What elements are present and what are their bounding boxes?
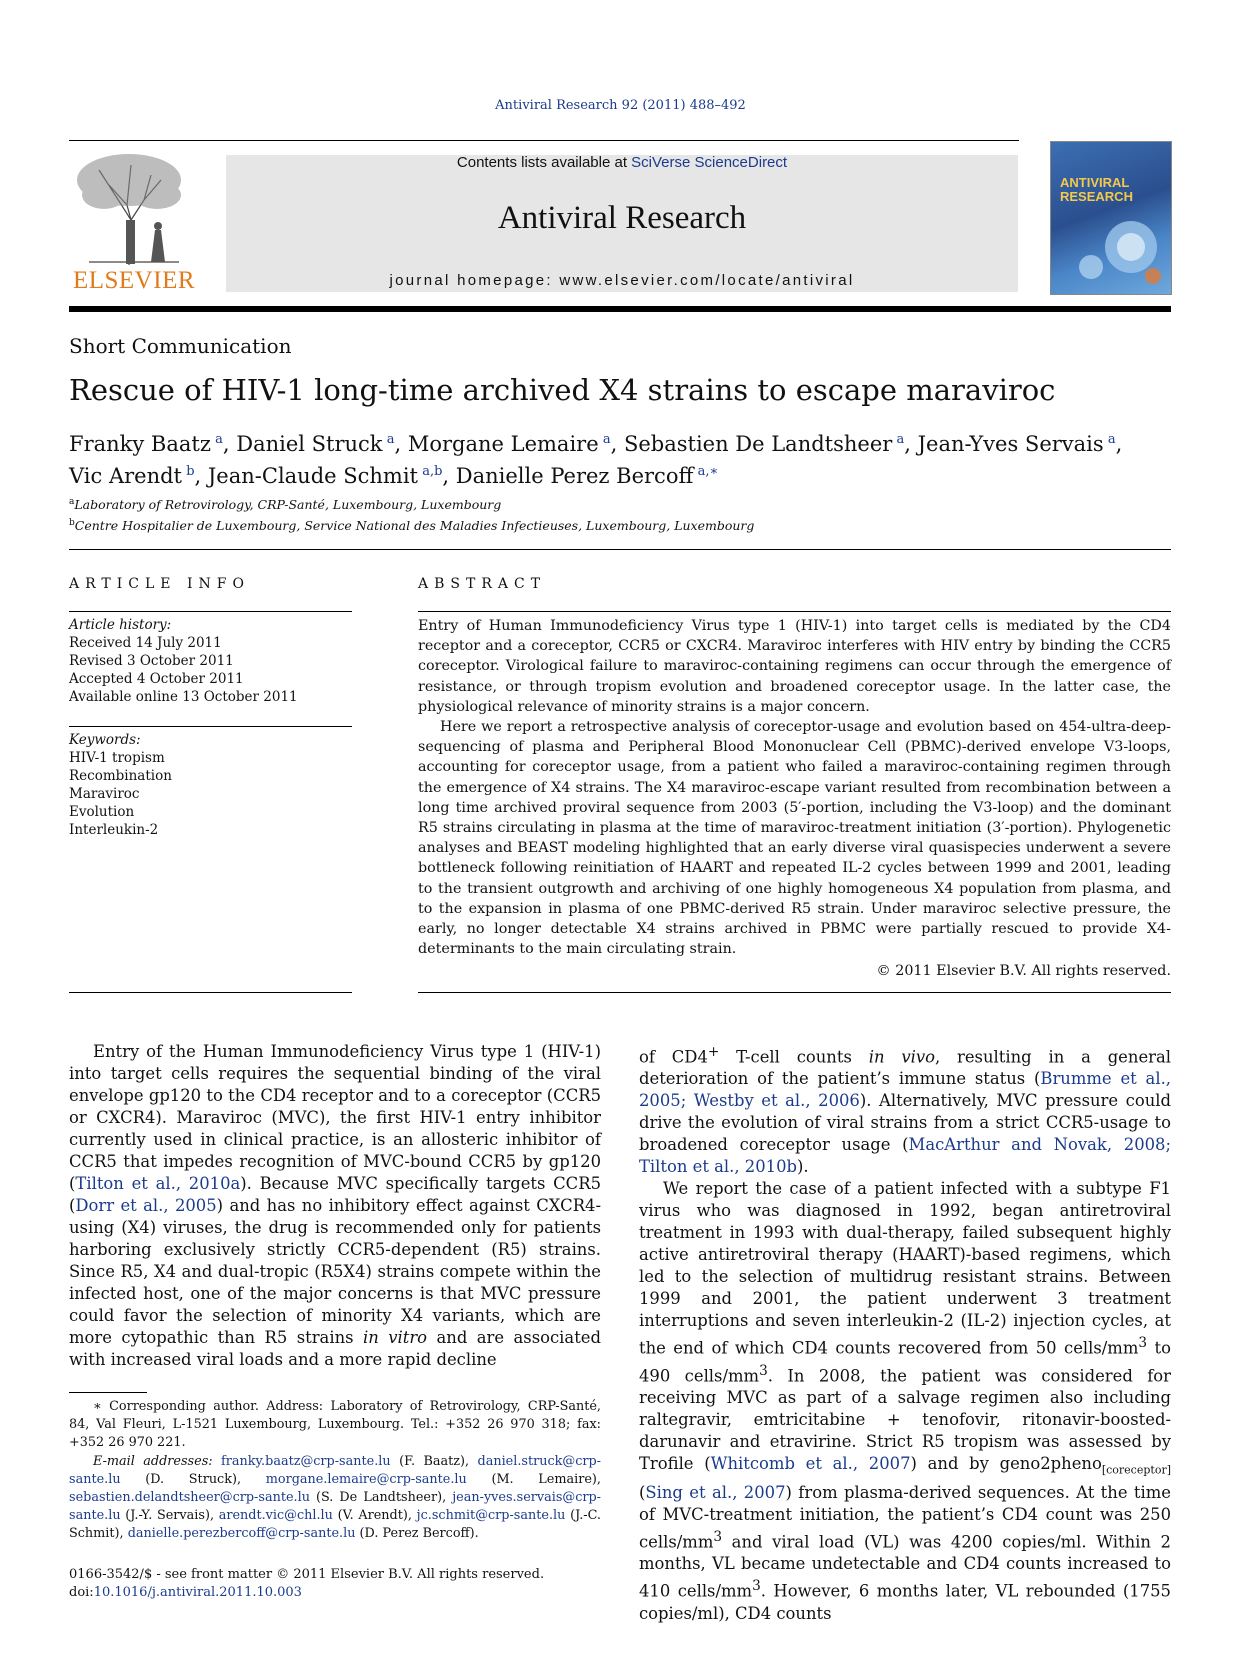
- author-affiliation-mark[interactable]: a: [386, 432, 395, 447]
- contents-prefix: Contents lists available at: [456, 154, 632, 171]
- tree-icon: [69, 150, 199, 268]
- journal-name: Antiviral Research: [497, 200, 747, 236]
- article-info-heading: ARTICLE INFO: [69, 576, 250, 592]
- doi-line: [69, 1584, 544, 1602]
- author-name[interactable]: Danielle Perez Bercoff: [455, 464, 694, 488]
- doi-label: doi:: [69, 1585, 94, 1600]
- body-column-left: [69, 1041, 601, 1371]
- body-text: (: [639, 1482, 646, 1502]
- journal-cover-image[interactable]: [1050, 141, 1172, 295]
- history-item: Accepted 4 October 2011: [69, 671, 244, 687]
- email-owner: (D. Struck): [145, 1471, 237, 1487]
- body-text: , resulting in a general deterioration of the patient’s immune status (: [639, 1047, 1171, 1089]
- body-text: ) and has no inhibitory effect against CXCR4-using (X4) viruses, the drug is recommended only for patients harboring exclusively strictly CCR5-dependent (R5) strains. Since R5, X4 and dual-tropic (R5X4) strains compete within the infected host, one of the major concerns is that MVC pressure could favor the selection of minority X4 variants, which are more cytopathic than R5 strains: [69, 1196, 601, 1347]
- email-owner: (V. Arendt): [337, 1508, 408, 1524]
- superscript: +: [707, 1044, 720, 1060]
- section-rule: [69, 549, 1171, 550]
- author-name[interactable]: Vic Arendt: [69, 464, 182, 488]
- history-item: Available online 13 October 2011: [69, 689, 298, 705]
- body-text-italic: in vivo: [868, 1047, 935, 1067]
- body-text: . In 2008, the patient was considered for receiving MVC as part of a salvage regimen also including raltegravir, emtricitabine + tenofovir, ritonavir-boosted-darunavir and etravirine. Strict R5 tropism was assessed by Trofile (: [639, 1366, 1171, 1474]
- email-owner: (J.-Y. Servais): [125, 1508, 210, 1524]
- history-item: Received 14 July 2011: [69, 635, 222, 651]
- abstract-paragraph: Entry of Human Immunodeficiency Virus type 1 (HIV-1) into target cells is mediated by the CD4 receptor and a coreceptor, CCR5 or CXCR4. Maraviroc interferes with HIV entry by binding the CCR5 coreceptor. Virological failure to maraviroc-containing regimens can occur through the emergence of resistance, or through tropism evolution and broadened coreceptor usage. In the latter case, the physiological relevance of minority strains is a major concern.: [418, 618, 1171, 715]
- affiliation-b: [69, 514, 754, 535]
- author-affiliation-mark[interactable]: b: [186, 464, 195, 479]
- email-link[interactable]: jean-yves.servais@crp-sante.lu: [69, 1490, 601, 1524]
- footnotes: [69, 1398, 601, 1544]
- author-affiliation-mark[interactable]: a: [602, 432, 611, 447]
- body-text: . However, 6 months later, VL rebounded (1755 copies/ml), CD4 counts: [639, 1581, 1171, 1623]
- email-label: E-mail addresses:: [93, 1453, 213, 1469]
- email-link[interactable]: daniel.struck@crp-sante.lu: [69, 1453, 602, 1487]
- article-type: Short Communication: [69, 334, 292, 358]
- abstract-end-rule: [418, 992, 1171, 993]
- keyword: HIV-1 tropism: [69, 750, 165, 766]
- body-text: ). Because MVC specifically targets CCR5 (: [69, 1174, 601, 1215]
- affiliation-text: Laboratory of Retrovirology, CRP-Santé, Luxembourg, Luxembourg: [74, 497, 502, 513]
- author-name[interactable]: Daniel Struck: [236, 432, 383, 456]
- journal-citation[interactable]: Antiviral Research 92 (2011) 488–492: [495, 98, 746, 113]
- email-owner: (S. De Landtsheer): [316, 1490, 443, 1506]
- body-text: ).: [796, 1157, 809, 1177]
- affiliation-key: b: [69, 518, 75, 529]
- author-affiliation-mark[interactable]: a,b: [422, 464, 443, 479]
- body-text: to 490 cells/mm: [639, 1338, 1171, 1386]
- body-text: ) from plasma-derived sequences. At the time of MVC-treatment initiation, the patient’s CD4 count was 250 cells/mm: [639, 1482, 1171, 1552]
- keyword: Maraviroc: [69, 786, 140, 802]
- header-rule: [69, 140, 1019, 141]
- superscript: 3: [752, 1578, 761, 1595]
- author-name[interactable]: Morgane Lemaire: [407, 432, 599, 456]
- author-affiliation-mark[interactable]: a: [896, 432, 905, 447]
- affiliation-key: a: [69, 497, 75, 507]
- email-owner: (M. Lemaire): [491, 1471, 597, 1487]
- email-link[interactable]: arendt.vic@chl.lu: [218, 1508, 333, 1524]
- keywords-label: Keywords:: [69, 732, 141, 748]
- body-text: T-cell counts: [719, 1047, 869, 1067]
- email-owner: (F. Baatz): [399, 1453, 466, 1469]
- contents-line: [226, 154, 1018, 171]
- email-link[interactable]: morgane.lemaire@crp-sante.lu: [265, 1471, 467, 1487]
- body-text: and viral load (VL) was 4200 copies/ml. Within 2 months, VL became undetectable and CD4 counts increased to 410 cells/mm: [639, 1532, 1171, 1601]
- article-info-rule: [69, 611, 352, 612]
- affiliations: [69, 493, 754, 535]
- email-link[interactable]: jc.schmit@crp-sante.lu: [416, 1508, 566, 1524]
- superscript: 3: [713, 1528, 723, 1545]
- body-paragraph: [639, 1041, 1171, 1178]
- body-paragraph: [69, 1041, 601, 1371]
- abstract-rule: [418, 611, 1171, 612]
- body-text-italic: in vitro: [363, 1328, 428, 1347]
- author-name[interactable]: Sebastien De Landtsheer: [623, 432, 893, 456]
- keyword: Interleukin-2: [69, 822, 159, 838]
- body-text: Entry of the Human Immunodeficiency Virus type 1 (HIV-1) into target cells requires the sequential binding of the viral envelope gp120 to the CD4 receptor and to a coreceptor (CCR5 or CXCR4). Maraviroc (MVC), the first HIV-1 entry inhibitor currently used in clinical practice, is an allosteric inhibitor of CCR5 that impedes recognition of MVC-bound CCR5 by gp120 (: [69, 1042, 601, 1193]
- affiliation-text: Centre Hospitalier de Luxembourg, Service National des Maladies Infectieuses, Luxembourg, Luxembourg: [74, 518, 755, 534]
- issn-line: 0166-3542/$ - see front matter © 2011 Elsevier B.V. All rights reserved.: [69, 1567, 545, 1582]
- bottom-info: [69, 1566, 544, 1602]
- author-name[interactable]: Jean-Claude Schmit: [207, 464, 418, 488]
- virus-illustration-icon: [1071, 212, 1166, 287]
- article-title: Rescue of HIV-1 long-time archived X4 strains to escape maraviroc: [69, 373, 1056, 407]
- abstract-body: [418, 616, 1171, 982]
- doi-link[interactable]: 10.1016/j.antiviral.2011.10.003: [93, 1585, 302, 1600]
- superscript: 3: [1138, 1335, 1148, 1352]
- citation-link[interactable]: Tilton et al., 2010a: [75, 1174, 241, 1193]
- body-text: of CD4: [639, 1047, 708, 1067]
- history-item: Revised 3 October 2011: [69, 653, 234, 669]
- keywords-rule: [69, 726, 352, 727]
- citation-link[interactable]: Brumme et al., 2005; Westby et al., 2006: [639, 1069, 1171, 1111]
- author-list: Franky Baatz $^a$, Daniel Struck $^a$, Morgane Lemaire $^a$, Sebastien De Landtsheer $^a$, Jean-Yves Servais $^a$, Vic Arendt $^b$, Jean-Claude Schmit $^{a,b}$, Danielle Perez Bercoff $^{a,∗}$: [69, 432, 1123, 488]
- author-affiliation-mark[interactable]: a,∗: [697, 464, 719, 479]
- author-affiliation-mark[interactable]: a: [215, 432, 223, 447]
- elsevier-logo[interactable]: [69, 150, 199, 295]
- email-link[interactable]: danielle.perezbercoff@crp-sante.lu: [127, 1526, 356, 1542]
- body-text: and are associated with increased viral loads and a more rapid decline: [69, 1328, 601, 1369]
- email-link[interactable]: sebastien.delandtsheer@crp-sante.lu: [69, 1490, 310, 1506]
- header-thick-rule: [69, 306, 1171, 312]
- publisher-wordmark: ELSEVIER: [72, 267, 196, 294]
- email-owner: (D. Perez Bercoff).: [359, 1526, 479, 1542]
- body-column-right: [639, 1041, 1171, 1625]
- abstract-copyright: © 2011 Elsevier B.V. All rights reserved.: [876, 963, 1171, 980]
- journal-banner: [226, 155, 1018, 292]
- journal-homepage[interactable]: journal homepage: www.elsevier.com/locate/antiviral: [389, 272, 855, 289]
- keyword: Evolution: [69, 804, 135, 820]
- footnote-rule: [69, 1392, 147, 1393]
- email-link[interactable]: franky.baatz@crp-sante.lu: [221, 1453, 391, 1469]
- author-affiliation-mark[interactable]: a: [1107, 432, 1116, 447]
- email-addresses: E-mail addresses: franky.baatz@crp-sante.lu (F. Baatz), daniel.struck@crp-sante.lu (D. Struck), morgane.lemaire@crp-sante.lu (M. Lemaire), sebastien.delandtsheer@crp-sante.lu (S. De Landtsheer), jean-yves.servais@crp-sante.lu (J.-Y. Servais), arendt.vic@chl.lu (V. Arendt), jc.schmit@crp-sante.lu (J.-C. Schmit), danielle.perezbercoff@crp-sante.lu (D. Perez Bercoff).: [69, 1453, 602, 1542]
- cover-title: ANTIVIRAL RESEARCH: [1060, 175, 1133, 204]
- citation-link[interactable]: Dorr et al., 2005: [75, 1196, 217, 1215]
- corresponding-author-note: ∗ Corresponding author. Address: Laboratory of Retrovirology, CRP-Santé, 84, Val Fleuri, L-1521 Luxembourg, Luxembourg. Tel.: +352 26 970 318; fax: +352 26 970 221.: [69, 1399, 601, 1451]
- body-paragraph: [639, 1178, 1171, 1624]
- email-owner: (J.-C. Schmit): [69, 1508, 602, 1542]
- author-name[interactable]: Franky Baatz: [69, 432, 211, 456]
- citation-link[interactable]: Sing et al., 2007: [645, 1482, 786, 1502]
- citation-link[interactable]: Whitcomb et al., 2007: [710, 1454, 911, 1474]
- affiliation-a: [69, 493, 754, 514]
- author-name[interactable]: Jean-Yves Servais: [917, 432, 1104, 456]
- article-history: [69, 616, 298, 706]
- subscript: [coreceptor]: [1101, 1463, 1171, 1477]
- keywords: [69, 731, 172, 839]
- keyword: Recombination: [69, 768, 172, 784]
- body-text: ). Alternatively, MVC pressure could drive the evolution of viral strains from a strict CCR5-usage to broadened coreceptor usage (: [639, 1091, 1171, 1155]
- abstract-paragraph: Here we report a retrospective analysis of coreceptor-usage and evolution based on 454-ultra-deep-sequencing of plasma and Peripheral Blood Mononuclear Cell (PBMC)-derived envelope V3-loops, accounting for coreceptor usage, from a patient who failed a maraviroc-containing regimen through the emergence of X4 strains. The X4 maraviroc-escape variant resulted from recombination between a long time archived proviral sequence from 2003 (5′-portion, including the V3-loop) and the dominant R5 strains circulating in plasma at the time of maraviroc-treatment initiation (3′-portion). Phylogenetic analyses and BEAST modeling highlighted that an early diverse viral quasispecies underwent a severe bottleneck following reinitiation of HAART and repeated IL-2 cycles between 1999 and 2001, leading to the transient outgrowth and archiving of one highly homogeneous X4 population from plasma, and to the expansion in plasma of one PBMC-derived R5 strain. Under maraviroc selective pressure, the early, no longer detectable X4 strains archived in PBMC were partially rescued to provide X4-determinants to the main circulating strain.: [418, 719, 1171, 958]
- body-text: ) and by geno2pheno: [910, 1454, 1102, 1474]
- sciencedirect-link[interactable]: SciVerse ScienceDirect: [631, 154, 788, 171]
- body-text: We report the case of a patient infected with a subtype F1 virus who was diagnosed in 1992, began antiretroviral treatment in 1993 with dual-therapy, failed subsequent highly active antiretroviral therapy (HAART)-based regimens, which led to the selection of multidrug resistant strains. Between 1999 and 2001, the patient underwent 3 treatment interruptions and seven interleukin-2 (IL-2) injection cycles, at the end of which CD4 counts recovered from 50 cells/mm: [639, 1179, 1171, 1358]
- citation-link[interactable]: MacArthur and Novak, 2008; Tilton et al., 2010b: [639, 1135, 1171, 1177]
- superscript: 3: [759, 1362, 768, 1379]
- article-info-end-rule: [69, 992, 352, 993]
- abstract-heading: ABSTRACT: [418, 576, 547, 592]
- history-label: Article history:: [69, 617, 172, 633]
